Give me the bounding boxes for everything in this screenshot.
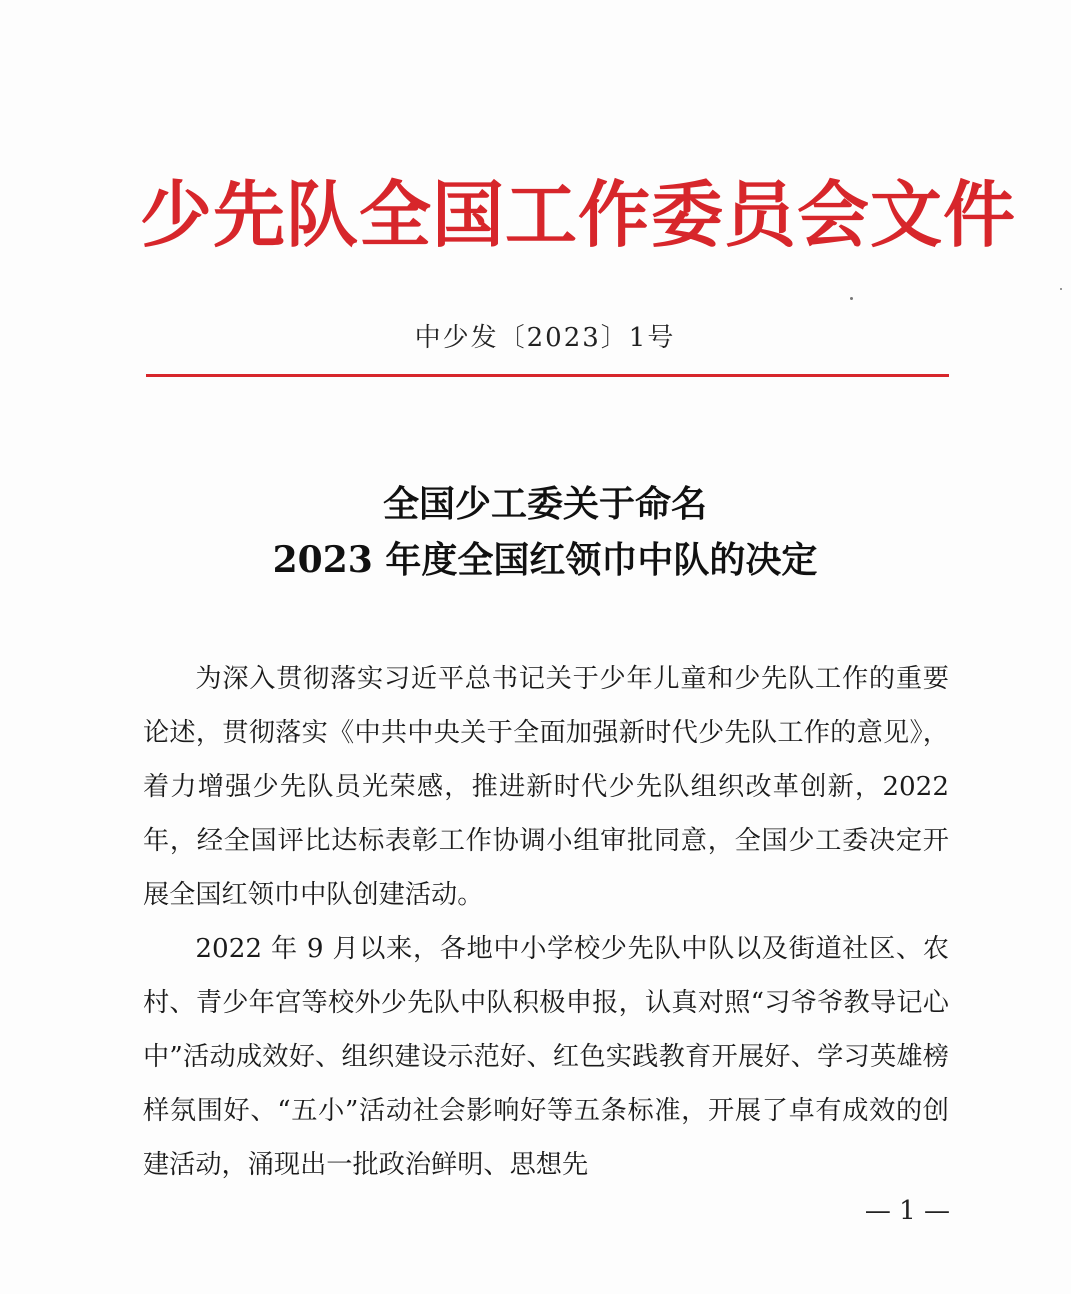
scan-speck <box>850 297 853 300</box>
scan-speck <box>1060 288 1062 290</box>
document-title <box>140 476 950 588</box>
document-body <box>143 652 949 1192</box>
document-title-line-2: 2023 年度全国红领巾中队的决定 <box>272 539 818 581</box>
body-paragraph-1: 为深入贯彻落实习近平总书记关于少年儿童和少先队工作的重要论述，贯彻落实《中共中央关于全面加强新时代少先队工作的意见》，着力增强少先队员光荣感，推进新时代少先队组织改革创新，2022 年，经全国评比达标表彰工作协调小组审批同意，全国少工委决定开展全国红领巾中队创建活动。 <box>143 664 949 910</box>
red-divider-line <box>146 374 949 377</box>
body-paragraph-2: 2022 年 9 月以来，各地中小学校少先队中队以及街道社区、农村、青少年宫等校外少先队中队积极申报，认真对照“习爷爷教导记心中”活动成效好、组织建设示范好、红色实践教育开展好、学习英雄榜样氛围好、“五小”活动社会影响好等五条标准，开展了卓有成效的创建活动，涌现出一批政治鲜明、思想先 <box>143 934 949 1180</box>
document-title-line-1: 全国少工委关于命名 <box>382 483 707 525</box>
document-number: 中少发〔2023〕1号 <box>414 323 676 353</box>
page-number: — 1 — <box>864 1196 950 1226</box>
organization-header-title: 少先队全国工作委员会文件 <box>140 173 1017 257</box>
